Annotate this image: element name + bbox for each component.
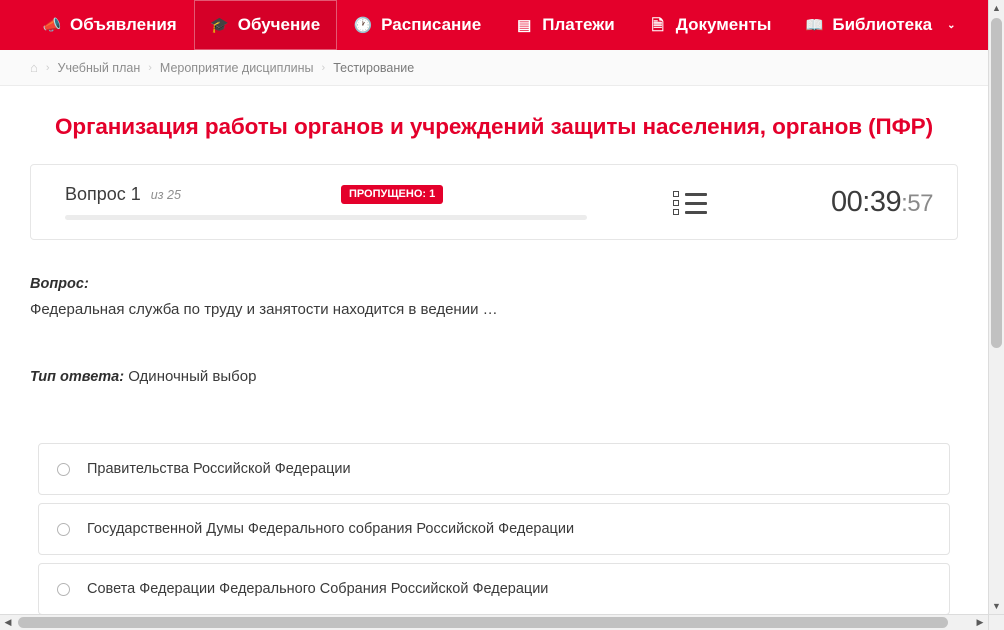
breadcrumb-item-testing: Тестирование (333, 60, 415, 75)
nav-item-label: Обучение (237, 15, 321, 34)
nav-item-label: Объявления (70, 15, 177, 34)
timer-section (771, 165, 957, 239)
vertical-scrollbar-thumb[interactable] (991, 18, 1002, 348)
answer-type-value: Одиночный выбор (128, 368, 257, 385)
radio-button-icon[interactable] (57, 463, 70, 476)
question-number: Вопрос 1 (65, 184, 141, 204)
home-icon[interactable]: ⌂ (30, 60, 38, 75)
credit-card-icon: ▤ (517, 16, 532, 34)
scrollbar-corner (988, 614, 1004, 630)
clock-icon: 🕐 (353, 16, 373, 34)
answer-option-label: Правительства Российской Федерации (87, 461, 351, 477)
timer-seconds: :57 (901, 189, 933, 217)
horizontal-scrollbar[interactable] (0, 614, 1004, 630)
nav-item-announcements[interactable] (26, 0, 194, 50)
answer-options-list (38, 443, 950, 614)
nav-item-payments[interactable] (498, 0, 632, 50)
answer-option-1[interactable] (38, 443, 950, 495)
breadcrumb-separator: › (321, 61, 326, 74)
nav-item-education[interactable] (194, 0, 337, 50)
nav-item-label: Расписание (381, 15, 482, 34)
nav-item-library[interactable] (788, 0, 972, 50)
question-prompt-text: Федеральная служба по труду и занятости находится в ведении … (30, 301, 498, 318)
breadcrumb (0, 50, 988, 86)
nav-item-documents[interactable] (632, 0, 789, 50)
graduation-cap-icon: 🎓 (210, 16, 230, 34)
page-title: Организация работы органов и учреждений защиты населения, органов (ПФР) (55, 114, 933, 139)
question-progress-bar (65, 215, 587, 220)
nav-item-label: Платежи (542, 15, 615, 34)
main-navigation (0, 0, 988, 50)
question-body (0, 240, 988, 385)
radio-button-icon[interactable] (57, 523, 70, 536)
nav-item-schedule[interactable] (337, 0, 498, 50)
breadcrumb-separator: › (148, 61, 152, 74)
question-total: из 25 (150, 187, 181, 202)
answer-option-3[interactable] (38, 563, 950, 614)
question-progress-section (31, 165, 609, 239)
scroll-left-arrow-icon[interactable]: ◀ (4, 617, 12, 627)
scroll-right-arrow-icon[interactable]: ▶ (976, 617, 984, 627)
radio-button-icon[interactable] (57, 583, 70, 596)
horizontal-scrollbar-thumb[interactable] (18, 617, 948, 628)
status-badge: ПРОПУЩЕНО: 1 (341, 185, 443, 204)
document-icon: 🗎 (651, 16, 664, 34)
scroll-down-arrow-icon[interactable]: ▼ (989, 598, 1004, 614)
question-prompt-label: Вопрос: (30, 276, 89, 292)
answer-type-row (30, 368, 958, 385)
countdown-timer (831, 186, 933, 219)
breadcrumb-item-discipline-event[interactable]: Мероприятие дисциплины (159, 60, 314, 75)
timer-minutes: 00:39 (831, 185, 902, 218)
chevron-down-icon: ⌄ (947, 19, 956, 31)
answer-type-label: Тип ответа: (30, 369, 125, 385)
answer-option-label: Государственной Думы Федерального собрания Российской Федерации (87, 521, 575, 537)
breadcrumb-item-curriculum[interactable]: Учебный план (57, 60, 141, 75)
nav-item-label: Библиотека (832, 15, 933, 34)
vertical-scrollbar[interactable] (988, 0, 1004, 614)
question-list-button[interactable] (609, 165, 771, 239)
list-icon (673, 189, 707, 215)
nav-item-label: Документы (675, 15, 772, 34)
answer-option-label: Совета Федерации Федерального Собрания Российской Федерации (87, 581, 549, 597)
book-icon: 📖 (805, 16, 824, 34)
answer-option-2[interactable] (38, 503, 950, 555)
question-header-card (30, 164, 958, 240)
scroll-up-arrow-icon[interactable]: ▲ (989, 0, 1004, 16)
breadcrumb-separator: › (45, 61, 50, 74)
megaphone-icon: 📣 (42, 16, 62, 34)
